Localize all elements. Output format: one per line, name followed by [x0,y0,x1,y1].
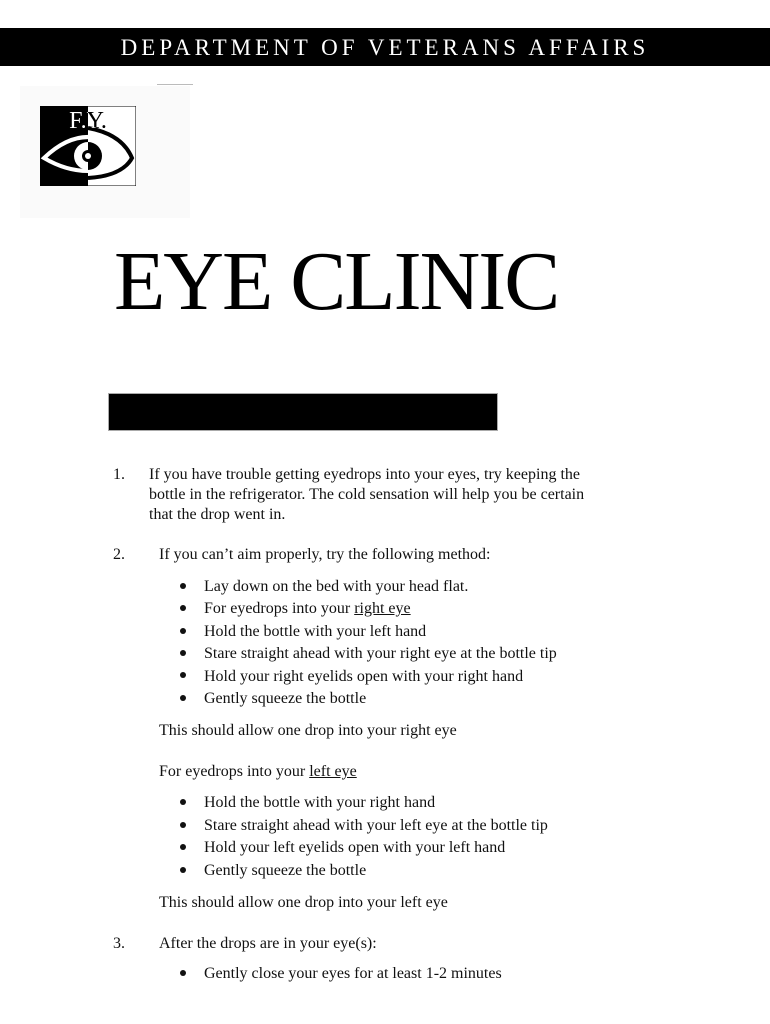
item-number-2: 2. [113,546,125,563]
left-eye-bullet-3: Hold your left eyelids open with your left hand [204,839,506,856]
bullet-dot [180,583,186,589]
department-name: DEPARTMENT OF VETERANS AFFAIRS [120,35,650,60]
left-eye-intro [159,762,357,782]
left-eye-result: This should allow one drop into your left eye [159,894,448,911]
bullet-dot [180,867,186,873]
right-eye-bullet-2 [204,599,411,619]
bullet-dot [180,628,186,634]
right-eye-result: This should allow one drop into your right eye [159,722,457,739]
bullet-dot [180,605,186,611]
section-heading-text: INSTILLING EYEDROPS [153,438,468,469]
bullet-dot [180,844,186,850]
item-3-bullet-1: Gently close your eyes for at least 1-2 minutes [204,965,502,982]
right-eye-bullet-3: Hold the bottle with your left hand [204,623,427,640]
left-eye-intro-prefix: For eyedrops into your [159,763,310,780]
right-eye-bullet-4: Stare straight ahead with your right eye at the bottle tip [204,645,557,662]
left-eye-bullet-4: Gently squeeze the bottle [204,862,367,879]
item-number-3: 3. [113,935,125,952]
bullet-dot [180,695,186,701]
page-title: EYE CLINIC [114,235,559,328]
bullet-dot [180,672,186,678]
bullet-dot [180,650,186,656]
item-2-text: If you can’t aim properly, try the following method: [159,546,491,563]
item-1-line-2: bottle in the refrigerator. The cold sensation will help you be certain [149,486,585,503]
item-1-line-3: that the drop went in. [149,506,286,523]
department-header-bar [0,28,770,66]
logo-text: F.Y. [69,108,107,134]
left-eye-underlined: left eye [309,763,357,780]
left-eye-bullet-1: Hold the bottle with your right hand [204,794,436,811]
left-eye-bullet-2: Stare straight ahead with your left eye at the bottle tip [204,817,548,834]
logo-divider [157,84,193,85]
item-3-text: After the drops are in your eye(s): [159,935,377,952]
right-eye-bullet-6: Gently squeeze the bottle [204,690,367,707]
section-heading [108,393,498,469]
right-eye-bullet-2-prefix: For eyedrops into your [204,600,355,617]
bullet-dot [180,970,186,976]
bullet-dot [180,822,186,828]
right-eye-underlined: right eye [354,600,411,617]
right-eye-bullet-5: Hold your right eyelids open with your right hand [204,668,524,685]
right-eye-bullet-1: Lay down on the bed with your head flat. [204,578,469,595]
item-number-1: 1. [113,466,125,483]
bullet-dot [180,799,186,805]
item-1-line-1: If you have trouble getting eyedrops into your eyes, try keeping the [149,466,580,483]
